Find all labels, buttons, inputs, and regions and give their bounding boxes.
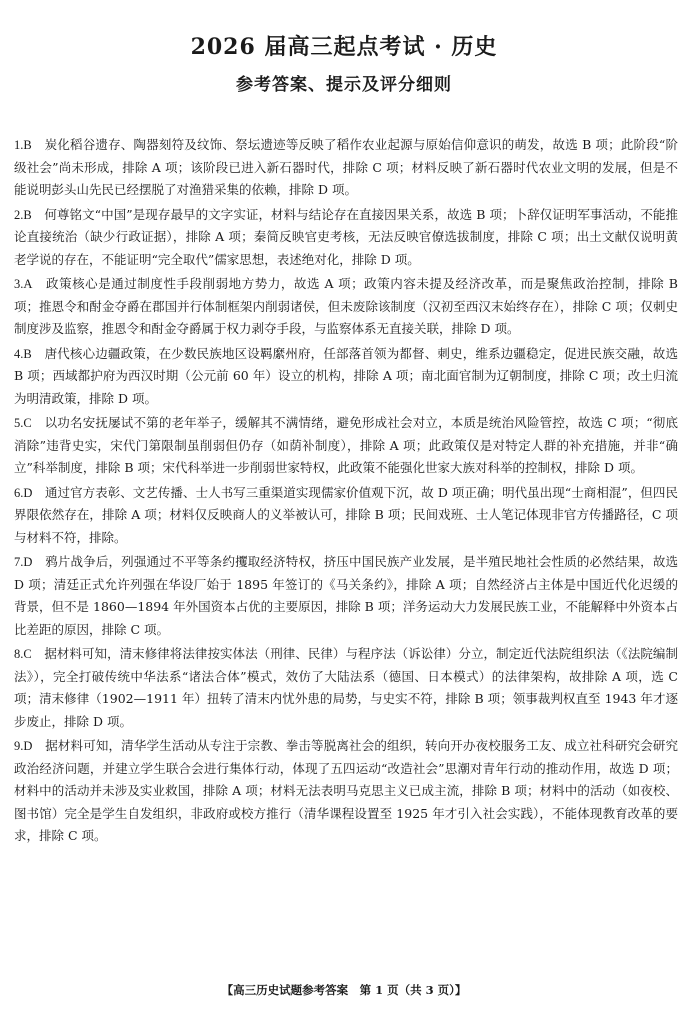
answer-explanation: 何尊铭文“中国”是现存最早的文字实证，材料与结论存在直接因果关系，故选 B 项；卜辞仅证明军事活动，不能推论直接统治（缺少行政证据），排除 A 项；秦简反映官吏考核，无法反映官僚选拔制度，排除 C 项；出土文献仅说明黄老学说的存在，不能证明“完全取代”儒家思想，表述绝对化，排除 D 项。 <box>14 206 678 267</box>
answer-explanation: 据材料可知，清华学生活动从专注于宗教、拳击等脱离社会的组织，转向开办夜校服务工友、成立社科研究会研究政治经济问题，并建立学生联合会进行集体行动，体现了五四运动“改造社会”思潮对青年行动的推动作用，故选 D 项；材料中的活动并未涉及实业救国，排除 A 项；材料无法表明马克思主义已成主流，排除 B 项；材料中的活动（如夜校、图书馆）完全是学生自发组织，非政府或校方推行（清华课程设置至 1925 年才引入社会实践），不能体现教育改革的要求，排除 C 项。 <box>14 738 678 843</box>
answer-number: 2.B <box>14 207 32 222</box>
page-title: 2026 届高三起点考试 · 历史 <box>190 34 498 60</box>
answer-list <box>14 134 678 850</box>
answer-item-5 <box>14 412 678 480</box>
page-subtitle: 参考答案、提示及评分细则 <box>236 75 452 95</box>
answer-item-1 <box>14 134 678 202</box>
answer-explanation: 通过官方表彰、文艺传播、士人书写三重渠道实现儒家价值观下沉，故 D 项正确；明代虽出现“士商相混”，但四民界限依然存在，排除 A 项；材料仅反映商人的义举被认可，排除 B 项；民间戏班、士人笔记体现非官方传播路径，C 项与材料不符，排除。 <box>14 484 678 545</box>
answer-explanation: 以功名安抚屡试不第的老年举子，缓解其不满情绪，避免形成社会对立，本质是统治风险管控，故选 C 项；“彻底消除”违背史实，宋代门第限制虽削弱但仍存（如荫补制度），排除 A 项；此政策仅是对特定人群的补充措施，并非“确立”科举制度，排除 B 项；宋代科举进一步削弱世家特权，此政策不能强化世家大族对科举的控制权，排除 D 项。 <box>14 415 678 475</box>
answer-item-8 <box>14 643 678 733</box>
answer-number: 1.B <box>14 138 32 152</box>
answer-item-2 <box>14 204 678 272</box>
answer-number: 3.A <box>14 277 33 291</box>
answer-number: 9.D <box>14 739 33 753</box>
answer-explanation: 据材料可知，清末修律将法律按实体法（刑律、民律）与程序法（诉讼律）分立，制定近代法院组织法（《法院编制法》），完全打破传统中华法系“诸法合体”模式，效仿了大陆法系（德国、日本模式）的法律架构，故排除 A 项，选 C 项；清末修律（1902—1911 年）扭转了清末内忧外患的局势，与史实不符，排除 B 项；领事裁判权直至 1943 年才逐步废止，排除 D 项。 <box>14 646 678 729</box>
answer-item-6 <box>14 482 678 550</box>
answer-explanation: 政策核心是通过制度性手段削弱地方势力，故选 A 项；政策内容未提及经济改革，而是聚焦政治控制，排除 B 项；推恩令和酎金夺爵在郡国并行体制框架内削弱诸侯，但未废除该制度（汉初至西汉末始终存在），排除 C 项；仅刺史制度涉及监察，推恩令和酎金夺爵属于权力剥夺手段，与监察体系无直接关联，排除 D 项。 <box>14 276 678 336</box>
answer-item-3 <box>14 273 678 341</box>
answer-number: 5.C <box>14 416 32 430</box>
answer-item-7 <box>14 551 678 641</box>
page-footer: 【高三历史试题参考答案 第 1 页（共 3 页）】 <box>221 983 467 997</box>
answer-number: 4.B <box>14 346 32 361</box>
answer-number: 8.C <box>14 647 32 661</box>
answer-explanation: 炭化稻谷遗存、陶器刻符及纹饰、祭坛遗迹等反映了稻作农业起源与原始信仰意识的萌发，故选 B 项；此阶段“阶级社会”尚未形成，排除 A 项；该阶段已进入新石器时代，排除 C 项；材料反映了新石器时代农业文明的发展，但是不能说明彭头山先民已经摆脱了对渔猎采集的依赖，排除 D 项。 <box>14 137 678 197</box>
answer-item-4 <box>14 343 678 411</box>
answer-explanation: 唐代核心边疆政策，在少数民族地区设羁縻州府，任部落首领为都督、刺史，维系边疆稳定，促进民族交融，故选 B 项；西域都护府为西汉时期（公元前 60 年）设立的机构，排除 A 项；南北面官制为辽朝制度，排除 C 项；改土归流为明清政策，排除 D 项。 <box>14 345 678 406</box>
answer-item-9 <box>14 735 678 848</box>
answer-number: 7.D <box>14 555 33 569</box>
answer-explanation: 鸦片战争后，列强通过不平等条约攫取经济特权，挤压中国民族产业发展，是半殖民地社会性质的必然结果，故选 D 项；清廷正式允许列强在华设厂始于 1895 年签订的《马关条约》，排除 A 项；自然经济占主体是中国近代化迟缓的背景，但不是 1860—1894 年外国资本占优的主要原因，排除 B 项；洋务运动大力发展民族工业，不能解释中外资本占比差距的原因，排除 C 项。 <box>14 554 678 637</box>
answer-number: 6.D <box>14 485 33 500</box>
